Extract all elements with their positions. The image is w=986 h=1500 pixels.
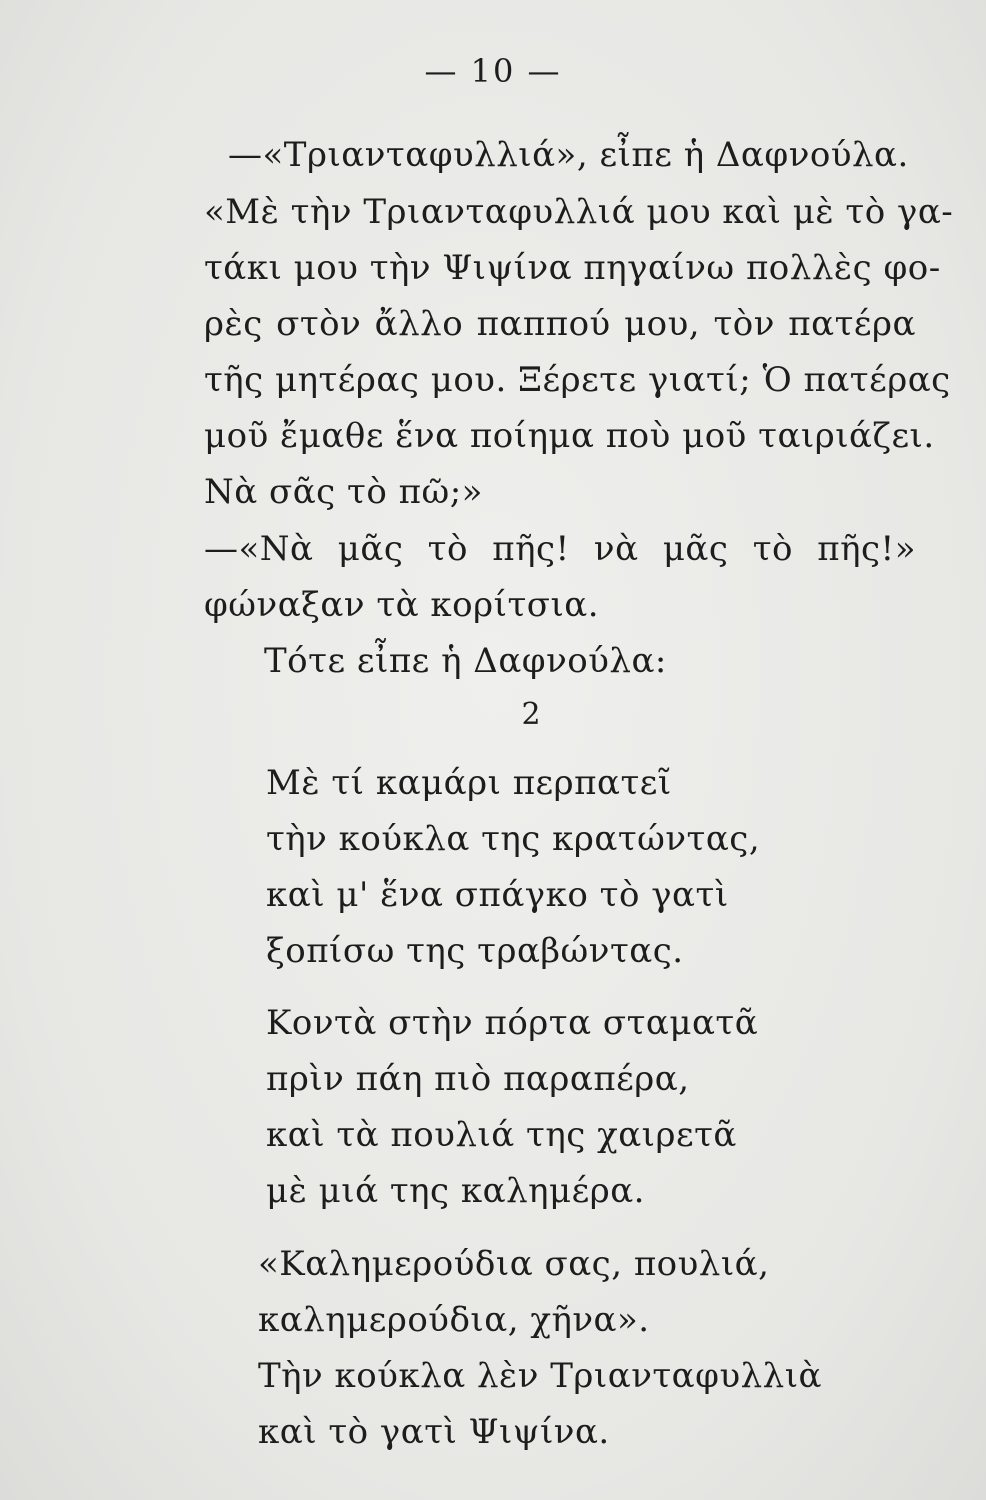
prose-line: ρὲς στὸν ἄλλο παππού μου, τὸν πατέρα [204, 304, 916, 344]
prose-line: μοῦ ἔμαθε ἕνα ποίημα ποὺ μοῦ ταιριάζει. [204, 416, 935, 456]
prose-line: —«Τριανταφυλλιά», εἶπε ἡ Δαφνούλα. [228, 135, 909, 175]
poem-line: Κοντὰ στὴν πόρτα σταματᾶ [266, 1003, 759, 1043]
prose-line: Νὰ σᾶς τὸ πῶ;» [204, 472, 483, 512]
poem-line: τὴν κούκλα της κρατώντας, [266, 819, 761, 859]
page-number: — 10 — [424, 52, 562, 90]
poem-line: μὲ μιά της καλημέρα. [266, 1171, 645, 1211]
prose-line: τάκι μου τὴν Ψιψίνα πηγαίνω πολλὲς φο- [204, 248, 941, 288]
prose-line: φώναξαν τὰ κορίτσια. [204, 585, 600, 625]
poem-line: Μὲ τί καμάρι περπατεῖ [266, 763, 672, 803]
prose-line: —«Νὰ μᾶς τὸ πῆς! νὰ μᾶς τὸ πῆς!» [204, 529, 916, 569]
poem-line: «Καλημερούδια σας, πουλιά, [258, 1244, 770, 1284]
prose-line: Τότε εἶπε ἡ Δαφνούλα: [264, 641, 667, 681]
poem-line: καὶ τὸ γατὶ Ψιψίνα. [258, 1412, 610, 1452]
prose-line: τῆς μητέρας μου. Ξέρετε γιατί; Ὁ πατέρας [204, 360, 951, 400]
poem-line: καὶ μ' ἕνα σπάγκο τὸ γατὶ [266, 875, 729, 915]
poem-line: πρὶν πάη πιὸ παραπέρα, [266, 1059, 690, 1099]
poem-line: καὶ τὰ πουλιά της χαιρετᾶ [266, 1115, 737, 1155]
section-number: 2 [521, 697, 541, 732]
prose-line: «Μὲ τὴν Τριανταφυλλιά μου καὶ μὲ τὸ γα- [204, 192, 954, 232]
poem-line: ξοπίσω της τραβώντας. [266, 931, 684, 971]
poem-line: καλημερούδια, χῆνα». [258, 1300, 650, 1340]
poem-line: Τὴν κούκλα λὲν Τριανταφυλλιὰ [258, 1356, 823, 1396]
